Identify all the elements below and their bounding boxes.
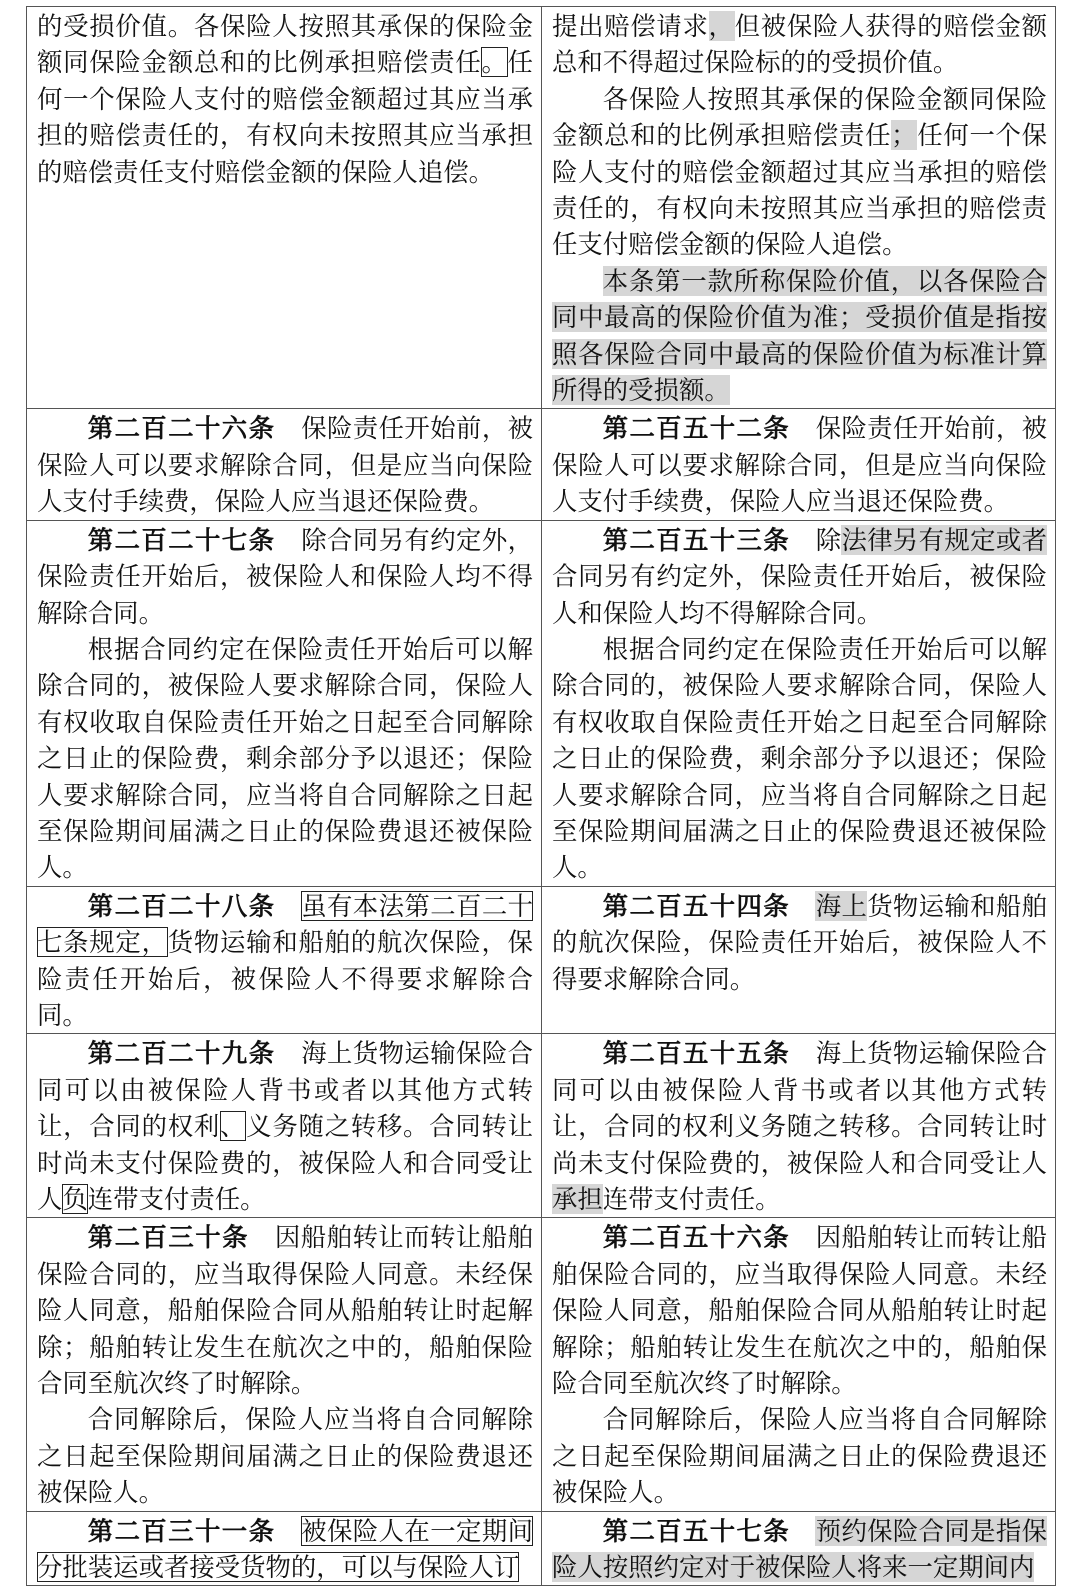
body-text: 保险责任开始前，被保险人可以要求解除合同，但是应当向保险人支付手续费，保险人应当退还保险费。 <box>552 413 1048 517</box>
paragraph <box>552 1035 1047 1217</box>
paragraph <box>37 1513 533 1586</box>
body-text: 合同解除后，保险人应当将自合同解除之日起至保险期间届满之日止的保险费退还被保险人。 <box>37 1404 533 1508</box>
old-law-cell <box>27 1218 542 1511</box>
article-number: 第二百二十七条 <box>87 524 276 555</box>
body-text: 除合同另有约定外，保险责任开始后，被保险人和保险人均不得解除合同。 <box>37 524 534 628</box>
table-row <box>27 886 1056 1034</box>
new-law-cell <box>542 1511 1056 1586</box>
table-row <box>27 1218 1056 1511</box>
body-text: 连带支付责任。 <box>87 1184 266 1214</box>
paragraph <box>37 410 533 519</box>
table-row <box>27 7 1056 409</box>
new-law-cell <box>542 886 1056 1034</box>
body-text: 的受损价值。各保险人按照其承保的保险金额同保险金额总和的比例承担赔偿责任 <box>37 11 533 78</box>
table-row <box>27 1511 1056 1586</box>
old-law-cell <box>27 886 542 1034</box>
boxed-text: 虽有本法第二百二十七条规定， <box>37 890 534 958</box>
highlighted-text: 法律另有规定或者 <box>841 524 1048 555</box>
body-text: 因船舶转让而转让船舶保险合同的，应当取得保险人同意。未经保险人同意，船舶保险合同从船舶转让时起解除；船舶转让发生在航次之中的，船舶保险合同至航次终了时解除。 <box>37 1222 534 1399</box>
comparison-table <box>26 6 1056 1586</box>
article-number: 第二百二十九条 <box>87 1038 276 1069</box>
body-text: 除 <box>815 524 842 555</box>
body-text: 任何一个保险人支付的赔偿金额超过其应当承担的赔偿责任的，有权向未按照其应当承担的赔偿责任支付赔偿金额的保险人追偿。 <box>37 47 534 187</box>
boxed-text: 。 <box>481 47 508 78</box>
paragraph <box>552 81 1047 263</box>
paragraph <box>37 1035 533 1217</box>
article-number: 第二百二十八条 <box>87 890 276 921</box>
article-number: 第二百五十二条 <box>602 413 790 444</box>
body-text: 合同另有约定外，保险责任开始后，被保险人和保险人均不得解除合同。 <box>552 561 1047 628</box>
table-row <box>27 520 1056 886</box>
article-number: 第二百五十六条 <box>602 1222 790 1253</box>
body-text: 货物运输和船舶的航次保险，保险责任开始后，被保险人不得要求解除合同。 <box>552 890 1048 994</box>
paragraph <box>552 263 1047 409</box>
body-text: 货物运输和船舶的航次保险，保险责任开始后，被保险人不得要求解除合同。 <box>37 927 534 1030</box>
paragraph <box>552 8 1047 81</box>
new-law-cell <box>542 409 1056 520</box>
boxed-text: 被保险人在一定期间分批装运或者接受货物的，可以与保险人订 <box>37 1515 534 1583</box>
highlighted-text: 预约保险合同是指保险人按照约定对于被保险人将来一定期间内 <box>552 1515 1048 1583</box>
boxed-text: 、 <box>220 1111 247 1142</box>
article-number: 第二百五十四条 <box>602 890 790 921</box>
body-text: 连带支付责任。 <box>602 1184 781 1214</box>
paragraph <box>552 1513 1047 1586</box>
paragraph <box>552 631 1047 886</box>
paragraph <box>37 8 533 190</box>
new-law-cell <box>542 1218 1056 1511</box>
article-number: 第二百三十一条 <box>87 1515 276 1546</box>
paragraph <box>552 522 1047 631</box>
body-text: 保险责任开始前，被保险人可以要求解除合同，但是应当向保险人支付手续费，保险人应当退还保险费。 <box>37 413 534 517</box>
paragraph <box>552 888 1047 997</box>
boxed-text: 负 <box>62 1184 88 1214</box>
body-text: 任何一个保险人支付的赔偿金额超过其应当承担的赔偿责任的，有权向未按照其应当承担的赔偿责任支付赔偿金额的保险人追偿。 <box>552 120 1048 260</box>
paragraph <box>37 888 533 1034</box>
body-text: 各保险人按照其承保的保险金额同保险金额总和的比例承担赔偿责任 <box>552 83 1047 151</box>
paragraph <box>552 410 1047 519</box>
paragraph <box>552 1401 1047 1510</box>
article-number: 第二百三十条 <box>87 1222 249 1253</box>
new-law-cell <box>542 7 1056 409</box>
highlighted-text: 本条第一款所称保险价值，以各保险合同中最高的保险价值为准；受损价值是指按照各保险合同中最高的保险价值为标准计算所得的受损额。 <box>552 265 1047 406</box>
paragraph <box>37 1401 533 1510</box>
paragraph <box>37 631 533 886</box>
body-text: 因船舶转让而转让船舶保险合同的，应当取得保险人同意。未经保险人同意，船舶保险合同从船舶转让时起解除；船舶转让发生在航次之中的，船舶保险合同至航次终了时解除。 <box>552 1222 1048 1399</box>
article-number: 第二百二十六条 <box>87 413 276 444</box>
old-law-cell <box>27 1034 542 1218</box>
highlighted-text: ； <box>891 120 917 151</box>
body-text: 根据合同约定在保险责任开始后可以解除合同的，被保险人要求解除合同，保险人有权收取自保险责任开始之日起至合同解除之日止的保险费，剩余部分予以退还；保险人要求解除合同，应当将自合同解除之日起至保险期间届满之日止的保险费退还被保险人。 <box>552 633 1047 883</box>
highlighted-text: 海上 <box>815 890 868 921</box>
paragraph <box>37 1219 533 1401</box>
article-number: 第二百五十七条 <box>602 1515 790 1546</box>
old-law-cell <box>27 1511 542 1586</box>
body-text: 合同解除后，保险人应当将自合同解除之日起至保险期间届满之日止的保险费退还被保险人。 <box>552 1404 1047 1508</box>
body-text: 义务随之转移。合同转让时尚未支付保险费的，被保险人和合同受让人 <box>37 1111 534 1214</box>
paragraph <box>552 1219 1047 1401</box>
paragraph <box>37 522 533 631</box>
table-row <box>27 409 1056 520</box>
article-number: 第二百五十三条 <box>602 524 790 555</box>
old-law-cell <box>27 409 542 520</box>
article-number: 第二百五十五条 <box>602 1038 790 1069</box>
old-law-cell <box>27 7 542 409</box>
highlighted-text: ， <box>708 11 735 41</box>
body-text: 根据合同约定在保险责任开始后可以解除合同的，被保险人要求解除合同，保险人有权收取自保险责任开始之日起至合同解除之日止的保险费，剩余部分予以退还；保险人要求解除合同，应当将自合同解除之日起至保险期间届满之日止的保险费退还被保险人。 <box>37 633 533 883</box>
table-row <box>27 1034 1056 1218</box>
body-text: 海上货物运输保险合同可以由被保险人背书或者以其他方式转让，合同的权利 <box>37 1038 534 1142</box>
new-law-cell <box>542 520 1056 886</box>
new-law-cell <box>542 1034 1056 1218</box>
highlighted-text: 承担 <box>552 1184 603 1214</box>
body-text: 提出赔偿请求 <box>552 11 709 41</box>
old-law-cell <box>27 520 542 886</box>
body-text: 海上货物运输保险合同可以由被保险人背书或者以其他方式转让，合同的权利义务随之转移。合同转让时尚未支付保险费的，被保险人和合同受让人 <box>552 1038 1048 1178</box>
body-text: 但被保险人获得的赔偿金额总和不得超过保险标的的受损价值。 <box>552 11 1048 78</box>
